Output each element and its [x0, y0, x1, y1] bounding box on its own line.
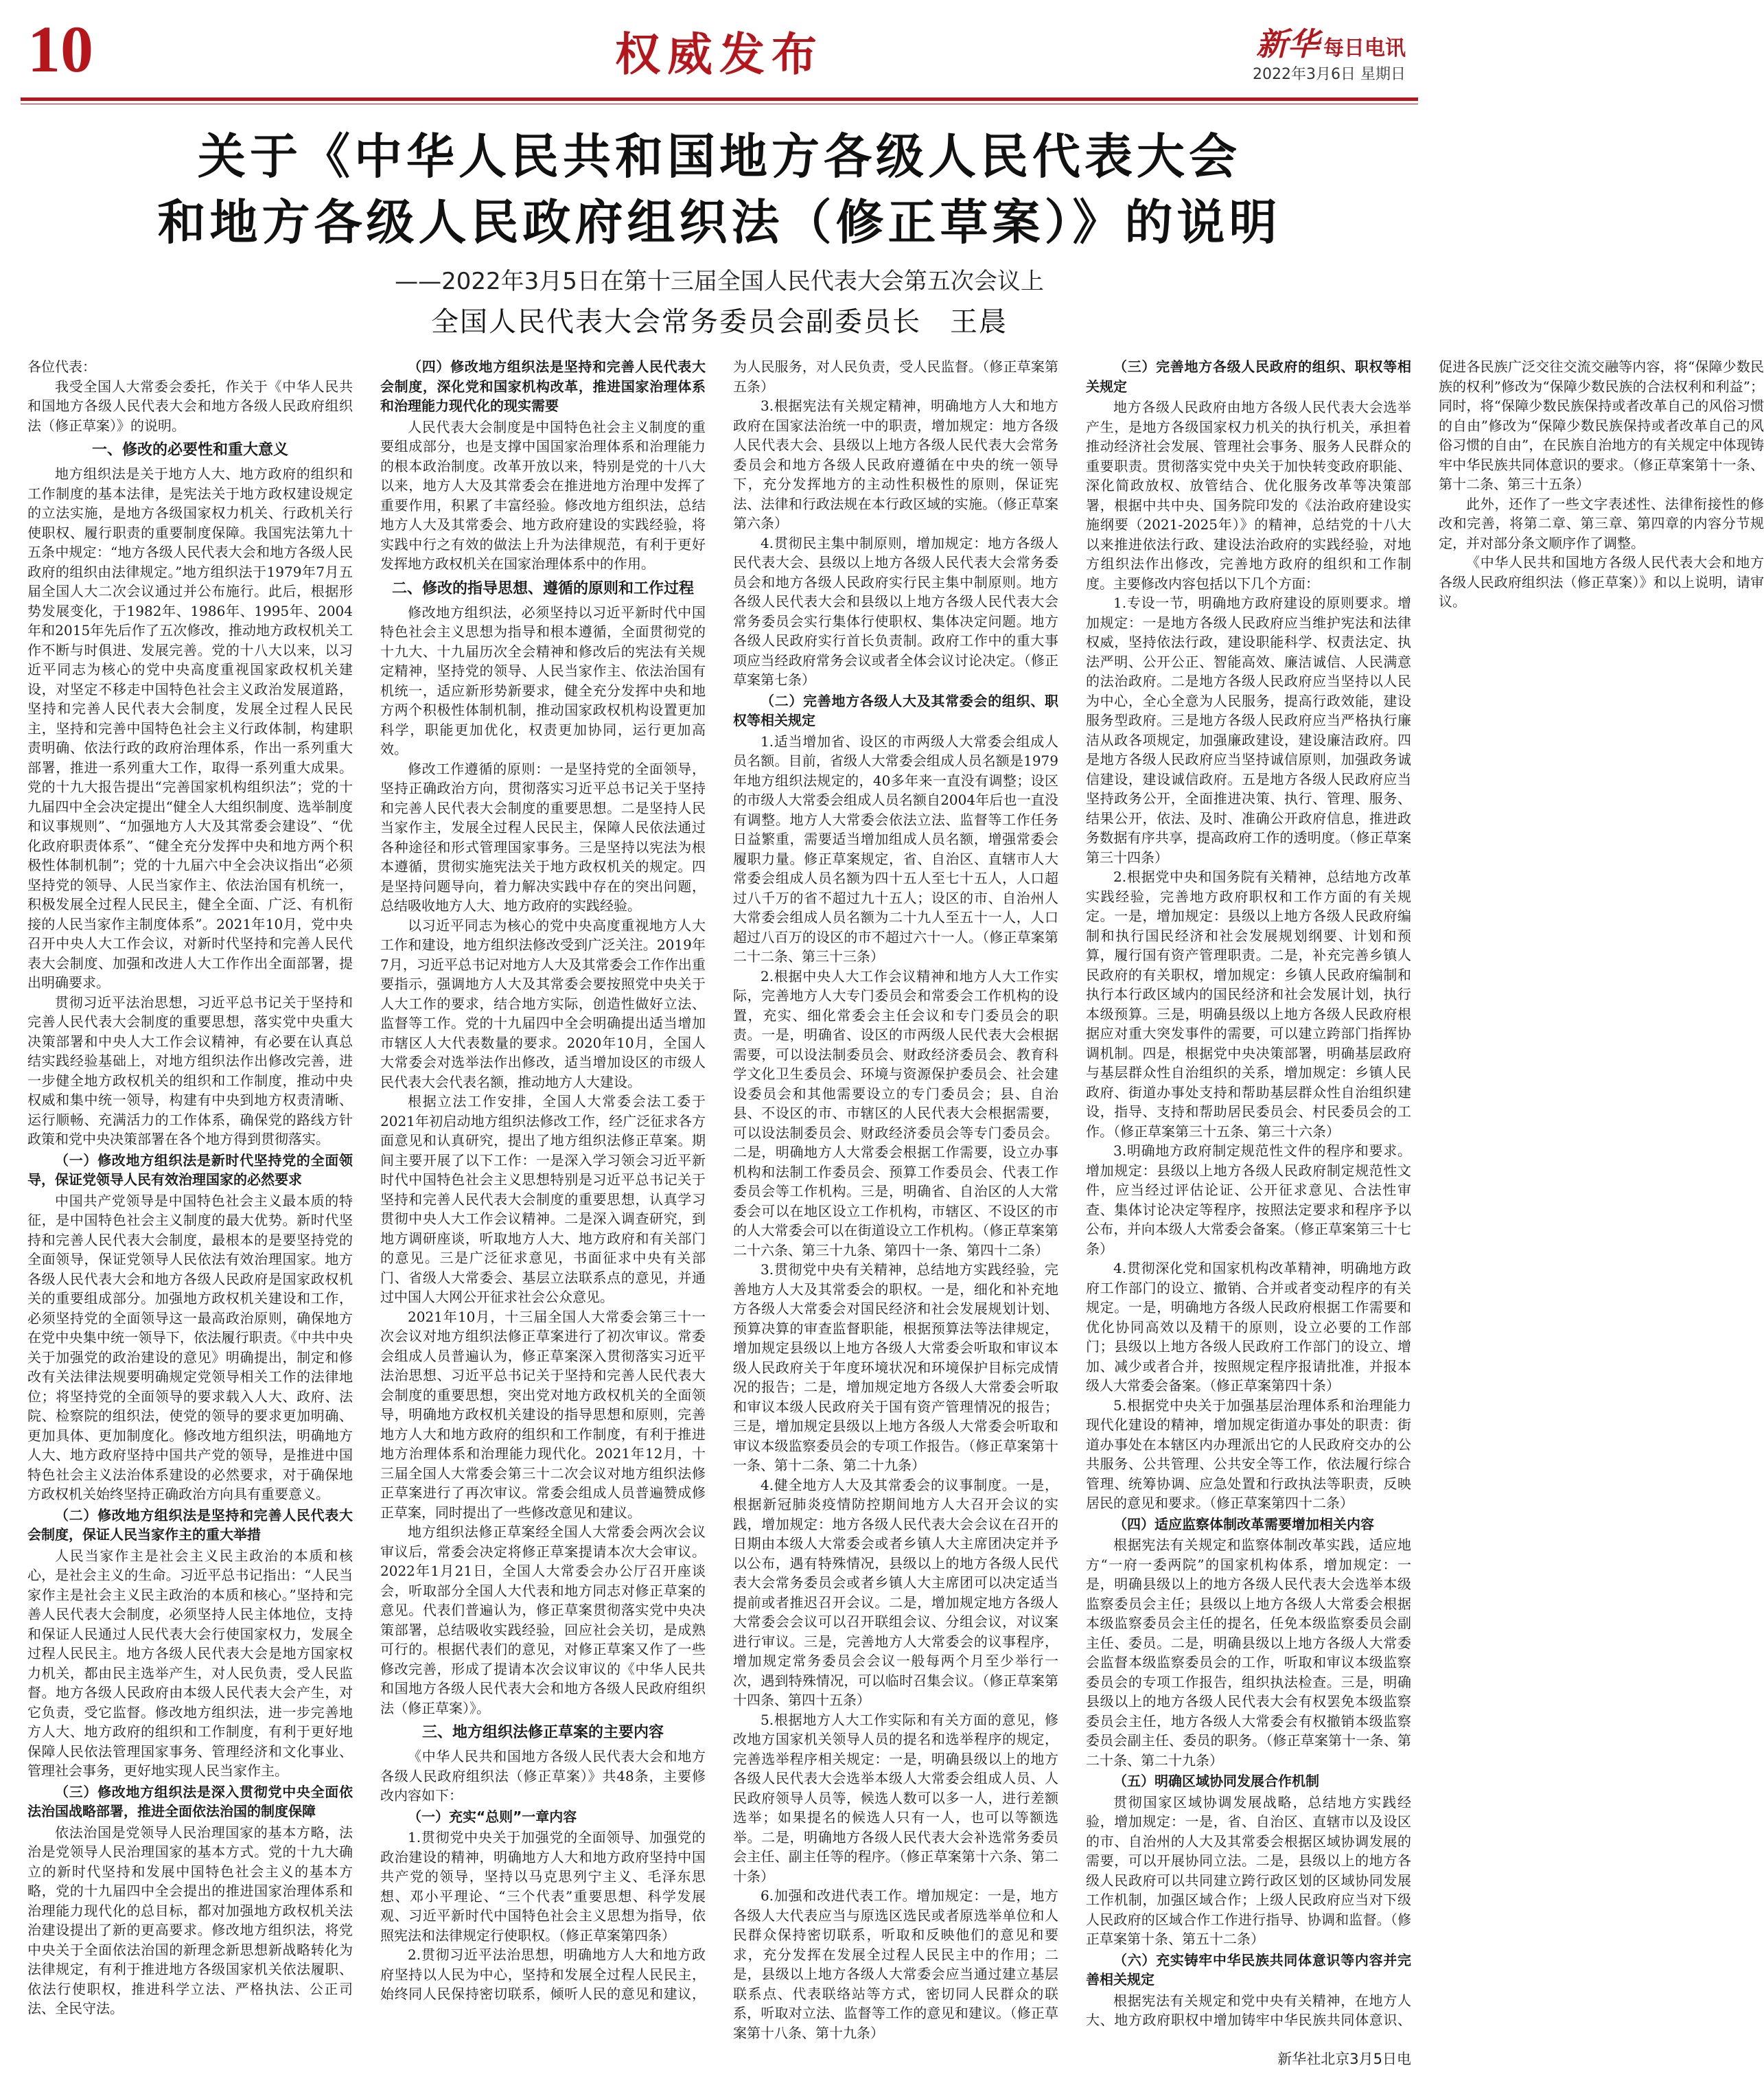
paragraph: 1.贯彻党中央关于加强党的全面领导、加强党的政治建设的精神，明确地方人大和地方政府坚持中国共产党的领导，坚持以马克思列宁主义、毛泽东思想、邓小平理论、“三个代表”重要思想、科学发展观、习近平新时代中国特色社会主义思想为指导，依照宪法和法律规定行使职权。（修正草案第四条）: [380, 1829, 706, 1944]
salutation: 各位代表：: [27, 358, 96, 375]
subheading-3-6: （六）充实铸牢中华民族共同体意识等内容并完善相关规定: [1086, 1951, 1411, 1988]
subheading-1-4: （四）修改地方组织法是坚持和完善人民代表大会制度，深化党和国家机构改革，推进国家治理体系和治理能力现代化的现实需要: [380, 358, 706, 414]
paragraph: 4.贯彻深化党和国家机构改革精神，明确地方政府工作部门的设立、撤销、合并或者变动程序的有关规定。一是，明确地方各级人民政府根据工作需要和优化协同高效以及精干的原则，设立必要的工作部门；县级以上地方各级人民政府工作部门的设立、增加、减少或者合并，按照规定程序报请批准，并报本级人大常委会备案。（修正草案第四十条）: [1086, 1260, 1411, 1394]
paragraph: 地方各级人民政府由地方各级人民代表大会选举产生，是地方各级国家权力机关的执行机关，承担着推动经济社会发展、管理社会事务、服务人民群众的重要职责。贯彻落实党中央关于加快转变政府职能、深化简政放权、放管结合、优化服务改革等决策部署，根据中共中央、国务院印发的《法治政府建设实施纲要（2021-2025年）》的精神，总结党的十八大以来推进依法行政、建设法治政府的实践经验，对地方组织法作出修改，完善地方政府的组织和工作制度。主要修改内容包括以下几个方面：: [1086, 399, 1411, 592]
subheading-3-3: （三）完善地方各级人民政府的组织、职权等相关规定: [1086, 358, 1411, 395]
paragraph: 人民代表大会制度是中国特色社会主义制度的重要组成部分，也是支撑中国国家治理体系和治理能力的根本政治制度。改革开放以来，特别是党的十八大以来，地方人大及其常委会在推进地方治理中发挥了重要作用，积累了丰富经验。修改地方组织法，总结地方人大及其常委会、地方政府建设的实践经验，将实践中行之有效的做法上升为法律规范，有利于更好发挥地方政权机关在国家治理体系中的作用。: [380, 418, 706, 572]
subheading-3-5: （五）明确区域协同发展合作机制: [1113, 1773, 1319, 1789]
paragraph: 2.根据中央人大工作会议精神和地方人大工作实际，完善地方人大专门委员会和常委会工作机构的设置，充实、细化常委会主任会议和专门委员会的职责。一是，明确省、设区的市两级人民代表大会根据需要，可以设法制委员会、财政经济委员会、教育科学文化卫生委员会、环境与资源保护委员会、社会建设委员会和其他需要设立的专门委员会；县、自治县、不设区的市、市辖区的人民代表大会根据需要，可以设法制委员会、财政经济委员会等专门委员会。二是，明确地方人大常委会根据工作需要，设立办事机构和法制工作委员会、预算工作委员会、代表工作委员会等工作机构。三是，明确省、自治区的人大常委会可以在地区设立工作机构，市辖区、不设区的市的人大常委会可以在街道设立工作机构。（修正草案第二十六条、第三十九条、第四十一条、第四十二条）: [733, 967, 1058, 1258]
paragraph: 4.健全地方人大及其常委会的议事制度。一是，根据新冠肺炎疫情防控期间地方人大召开会议的实践，增加规定：地方各级人民代表大会会议在召开的日期由本级人大常委会或者乡镇人大主席团决定并予以公布，遇有特殊情况，县级以上的地方各级人民代表大会常务委员会或者乡镇人大主席团可以决定适当提前或者推迟召开会议。二是，增加规定地方各级人大常委会会议可以召开联组会议、分组会议，对议案进行审议。三是，完善地方人大常委会的议事程序，增加规定常务委员会会议一般每两个月至少举行一次，遇到特殊情况，可以临时召集会议。（修正草案第十四条、第四十五条）: [733, 1476, 1058, 1708]
subheading-1-3: （三）修改地方组织法是深入贯彻党中央全面依法治国战略部署，推进全面依法治国的制度保障: [27, 1783, 353, 1819]
headline-subline: ——2022年3月5日在第十三届全国人民代表大会第五次会议上: [395, 268, 1044, 295]
subheading-3-2: （二）完善地方各级人大及其常委会的组织、职权等相关规定: [733, 692, 1058, 728]
article-body: [27, 357, 1764, 2043]
paragraph: 地方组织法修正草案经全国人大常委会两次会议审议后，常委会决定将修正草案提请本次大会审议。2022年1月21日，全国人大常委会办公厅召开座谈会，听取部分全国人大代表和地方同志对修正草案的意见。代表们普遍认为，修正草案贯彻落实党中央决策部署，总结吸收实践经验，回应社会关切，是成熟可行的。根据代表们的意见，对修正草案又作了一些修改完善，形成了提请本次会议审议的《中华人民共和国地方各级人民代表大会和地方各级人民政府组织法（修正草案）》。: [380, 1524, 706, 1716]
section-heading-3: 三、地方组织法修正草案的主要内容: [421, 1724, 664, 1741]
paragraph: 此外，还作了一些文字表述性、法律衔接性的修改和完善，将第二章、第三章、第四章的内容分节规定，并对部分条文顺序作了调整。: [1439, 495, 1764, 551]
edition-date: 2022年3月6日 星期日: [1253, 66, 1406, 83]
paragraph: 以习近平同志为核心的党中央高度重视地方人大工作和建设，地方组织法修改受到广泛关注。2019年7月，习近平总书记对地方人大及其常委会工作作出重要指示，强调地方人大及其常委会要按照党中央关于人大工作的要求，结合地方实际，创造性做好立法、监督等工作。党的十九届四中全会明确提出适当增加市辖区人大代表数量的要求。2020年10月，全国人大常委会对选举法作出修改，适当增加设区的市级人民代表大会代表名额，推动地方人大建设。: [380, 917, 706, 1090]
headline: [0, 124, 1439, 255]
subheading-1-1: （一）修改地方组织法是新时代坚持党的全面领导，保证党领导人民有效治理国家的必然要求: [27, 1151, 353, 1188]
paragraph: 修改工作遵循的原则：一是坚持党的全面领导，坚持正确政治方向，贯彻落实习近平总书记关于坚持和完善人民代表大会制度的重要思想。二是坚持人民当家作主，发展全过程人民民主，保障人民依法通过各种途径和形式管理国家事务。三是坚持以宪法为根本遵循，贯彻实施宪法关于地方政权机关的规定。四是坚持问题导向，着力解决实践中存在的突出问题，总结吸收地方人大、地方政府的实践经验。: [380, 760, 706, 914]
paragraph: 3.贯彻党中央有关精神，总结地方实践经验，完善地方人大及其常委会的职权。一是，细化和补充地方各级人大常委会对国民经济和社会发展规划计划、预算决算的审查监督职能，根据预算法等法律规定，增加规定县级以上地方各级人大常委会听取和审议本级人民政府关于年度环境状况和环境保护目标完成情况的报告；二是，增加规定地方各级人大常委会听取和审议本级人民政府关于国有资产管理情况的报告；三是，增加规定县级以上地方各级人大常委会听取和审议本级监察委员会的专项工作报告。（修正草案第十一条、第十二条、第二十九条）: [733, 1261, 1058, 1473]
paragraph: 依法治国是党领导人民治理国家的基本方略，法治是党领导人民治理国家的基本方式。党的十九大确立的新时代坚持和发展中国特色社会主义的基本方略，党的十九届四中全会提出的推进国家治理体系和治理能力现代化的总目标，都对加强地方政权机关法治建设提出了新的更高要求。修改地方组织法，将党中央关于全面依法治国的新理念新思想新战略转化为法律规定，有利于推进地方各级国家机关依法履职、依法行使职权，推进科学立法、严格执法、公正司法、全民守法。: [27, 1824, 353, 2016]
paragraph: 6.加强和改进代表工作。增加规定：一是，地方各级人大代表应当与原选区选民或者原选举单位和人民群众保持密切联系，听取和反映他们的意见和要求，充分发挥在发展全过程人民民主中的作用；二是，县级以上地方各级人大常委会应当通过建立基层联系点、代表联络站等方式，密切同人民群众的联系，听取对立法、监督等工作的意见和建议。（修正草案第十八条、第十九条）: [733, 1887, 1058, 2041]
paragraph: 贯彻国家区域协调发展战略，总结地方实践经验，增加规定：一是，省、自治区、直辖市以及设区的市、自治州的人大及其常委会根据区域协调发展的需要，可以开展协同立法。二是，县级以上的地方各级人民政府可以共同建立跨行政区划的区域协同发展工作机制，加强区域合作；上级人民政府应当对下级人民政府的区域合作工作进行指导、协调和监督。（修正草案第十条、第五十二条）: [1086, 1793, 1411, 1947]
paragraph: 2.贯彻习近平法治思想，明确地方人大和地方政府坚持以人民为中心，坚持和发展全过程人民民主，始终同人民保持密切联系，倾听人民的意见和建议，为人民服务，对人民负责，受人民监督。（修正草案第五条）: [380, 358, 1058, 2002]
paragraph: 2.根据党中央和国务院有关精神，总结地方改革实践经验，完善地方政府职权和工作方面的有关规定。一是，增加规定：县级以上地方各级人民政府编制和执行国民经济和社会发展规划纲要、计划和预算，履行国有资产管理职责。二是，补充完善乡镇人民政府的有关职权，增加规定：乡镇人民政府编制和执行本行政区域内的国民经济和社会发展计划，执行本级预算。三是，明确县级以上地方各级人民政府根据应对重大突发事件的需要，可以建立跨部门指挥协调机制。四是，根据党中央决策部署，明确基层政府与基层群众性自治组织的关系，增加规定：乡镇人民政府、街道办事处支持和帮助基层群众性自治组织建设，指导、支持和帮助居民委员会、村民委员会的工作。（修正草案第三十五条、第三十六条）: [1086, 869, 1411, 1140]
paragraph: 根据宪法有关规定和党中央有关精神，在地方人大、地方政府职权中增加铸牢中华民族共同体意识、促进各民族广泛交往交流交融等内容，将“保障少数民族的权利”修改为“保障少数民族的合法权利和利益”；同时，将“保障少数民族保持或者改革自己的风俗习惯的自由”修改为“保障少数民族保持或者改革自己的风俗习惯的自由”，在民族自治地方的有关规定中体现铸牢中华民族共同体意识的要求。（修正草案第十一条、第十二条、第三十五条）: [1086, 358, 1764, 2028]
section-title: 权威发布: [615, 28, 824, 81]
paragraph: 贯彻习近平法治思想，习近平总书记关于坚持和完善人民代表大会制度的重要思想，落实党中央重大决策部署和中央人大工作会议精神，有必要在认真总结实践经验基础上，对地方组织法作出修改完善，进一步健全地方政权机关的组织和工作制度，推动中央权威和集中统一领导，构建有中央到地方权责清晰、运行顺畅、充满活力的工作体系，确保党的路线方针政策和党中央决策部署在各个地方得到贯彻落实。: [27, 993, 353, 1147]
section-heading-1: 一、修改的必要性和重大意义: [91, 441, 288, 459]
section-heading-2: 二、修改的指导思想、遵循的原则和工作过程: [391, 579, 694, 597]
paragraph: 5.根据地方人大工作实际和有关方面的意见，修改地方国家机关领导人员的提名和选举程序的规定，完善选举程序相关规定：一是，明确县级以上的地方各级人民代表大会选举本级人大常委会组成人员、人民政府领导人员等，候选人数可以多一人，进行差额选举；如果提名的候选人只有一人，也可以等额选举。二是，明确地方各级人民代表大会补选常务委员会主任、副主任等的程序。（修正草案第十六条、第二十条）: [733, 1711, 1058, 1885]
paragraph: 修改地方组织法，必须坚持以习近平新时代中国特色社会主义思想为指导和根本遵循，全面贯彻党的十九大、十九届历次全会精神和修改后的宪法有关规定精神，坚持党的领导、人民当家作主、依法治国有机统一，适应新形势新要求，健全充分发挥中央和地方两个积极性体制机制，推动国家政权机构设置更加科学，职能更加优化，权责更加协同，运行更加高效。: [380, 603, 706, 757]
news-agency-credit: 新华社北京3月5日电: [1277, 2051, 1411, 2067]
paragraph: 4.贯彻民主集中制原则，增加规定：地方各级人民代表大会、县级以上地方各级人民代表大会常务委员会和地方各级人民政府实行民主集中制原则。地方各级人民代表大会和县级以上地方各级人民代表大会常务委员会实行集体行使职权、集体决定问题。地方各级人民政府实行首长负责制。政府工作中的重大事项应当经政府常务会议或者全体会议讨论决定。（修正草案第七条）: [733, 534, 1058, 688]
newspaper-brand: [1117, 25, 1406, 85]
paragraph: 人民当家作主是社会主义民主政治的本质和核心，是社会主义的生命。习近平总书记指出：“人民当家作主是社会主义民主政治的本质和核心。”坚持和完善人民代表大会制度，必须坚持人民主体地位，支持和保证人民通过人民代表大会行使国家权力，发展全过程人民民主。地方各级人民代表大会是地方国家权力机关，都由民主选举产生，对人民负责，受人民监督。地方各级人民政府由本级人民代表大会产生，对它负责，受它监督。修改地方组织法，进一步完善地方人大、地方政府的组织和工作制度，有利于更好地保障人民依法管理国家事务、管理经济和文化事业、管理社会事务，更好地实现人民当家作主。: [27, 1547, 353, 1779]
headline-line-1: 关于《中华人民共和国地方各级人民代表大会: [198, 128, 1241, 185]
subheading-1-2: （二）修改地方组织法是坚持和完善人民代表大会制度，保证人民当家作主的重大举措: [27, 1506, 353, 1543]
paragraph: 1.专设一节，明确地方政府建设的原则要求。增加规定：一是地方各级人民政府应当维护宪法和法律权威，坚持依法行政，建设职能科学、权责法定、执法严明、公开公正、智能高效、廉洁诚信、人民满意的法治政府。二是地方各级人民政府应当坚持以人民为中心，全心全意为人民服务，提高行政效能，建设服务型政府。三是地方各级人民政府应当严格执行廉洁从政各项规定，加强廉政建设，建设廉洁政府。四是地方各级人民政府应当坚持诚信原则，加强政务诚信建设，建设诚信政府。五是地方各级人民政府应当坚持政务公开，全面推进决策、执行、管理、服务、结果公开，依法、及时、准确公开政府信息，推进政务数据有序共享，提高政府工作的透明度。（修正草案第三十四条）: [1086, 595, 1411, 866]
byline: 全国人民代表大会常务委员会副委员长 王晨: [431, 306, 1008, 338]
paragraph: 地方组织法是关于地方人大、地方政府的组织和工作制度的基本法律，是宪法关于地方政权建设规定的立法实施，是地方各级国家权力机关、行政机关行使职权、履行职责的重要制度保障。我国宪法第九十五条中规定：“地方各级人民代表大会和地方各级人民政府的组织由法律规定。”地方组织法于1979年7月五届全国人大二次会议通过并公布施行。此后，根据形势发展变化，于1982年、1986年、1995年、2004年和2015年先后作了五次修改，推动地方政权机关工作不断与时俱进、发展完善。党的十八大以来，以习近平同志为核心的党中央高度重视国家政权机关建设，对坚定不移走中国特色社会主义政治发展道路，坚持和完善人民代表大会制度，发展全过程人民民主，坚持和完善中国特色社会主义行政体制，构建职责明确、依法行政的政府治理体系，作出一系列重大部署，推进一系列重大工作，取得一系列重大成果。党的十九大报告提出“完善国家机构组织法”；党的十九届四中全会决定提出“健全人大组织制度、选举制度和议事规则”、“加强地方人大及其常委会建设”、“优化政府职责体系”、“健全充分发挥中央和地方两个积极性体制机制”；党的十九届六中全会决议指出“必须坚持党的领导、人民当家作主、依法治国有机统一，积极发展全过程人民民主，健全全面、广泛、有机衔接的人民当家作主制度体系”。2021年10月，党中央召开中央人大工作会议，对新时代坚持和完善人民代表大会制度、加强和改进人大工作作出全面部署，提出明确要求。: [27, 465, 353, 991]
paragraph: 根据立法工作安排，全国人大常委会法工委于2021年初启动地方组织法修改工作，经广泛征求各方面意见和认真研究，提出了地方组织法修正草案。期间主要开展了以下工作：一是深入学习领会习近平新时代中国特色社会主义思想特别是习近平总书记关于坚持和完善人民代表大会制度的重要思想，认真学习贯彻中央人大工作会议精神。二是深入调查研究，到地方调研座谈，听取地方人大、地方政府和有关部门的意见。三是广泛征求意见，书面征求中央有关部门、省级人大常委会、基层立法联系点的意见，并通过中国人大网公开征求社会公众意见。: [380, 1093, 706, 1305]
paragraph: 根据宪法有关规定和监察体制改革实践，适应地方“一府一委两院”的国家机构体系，增加规定：一是，明确县级以上的地方各级人民代表大会选举本级监察委员会主任；县级以上地方各级人大常委会根据本级监察委员会主任的提名，任免本级监察委员会副主任、委员。二是，明确县级以上地方各级人大常委会监督本级监察委员会的工作，听取和审议本级监察委员会的专项工作报告，组织执法检查。三是，明确县级以上的地方各级人民代表大会有权罢免本级监察委员会主任，地方各级人大常委会有权撤销本级监察委员会副主任、委员的职务。（修正草案第十一条、第二十条、第二十九条）: [1086, 1537, 1411, 1769]
brand-logo: 新华: [1256, 25, 1319, 62]
brand-subtitle: 每日电讯: [1323, 36, 1406, 60]
masthead-rule-thick: [21, 97, 1418, 101]
paragraph: 3.明确地方政府制定规范性文件的程序和要求。增加规定：县级以上地方各级人民政府制定规范性文件，应当经过评估论证、公开征求意见、合法性审查、集体讨论决定等程序，按照法定要求和程序予以公布，并向本级人大常委会备案。（修正草案第三十七条）: [1086, 1142, 1411, 1257]
paragraph: 1.适当增加省、设区的市两级人大常委会组成人员名额。目前，省级人大常委会组成人员名额是1979年地方组织法规定的，40多年来一直没有调整；设区的市级人大常委会组成人员名额自2004年后也一直没有调整。地方人大常委会依法立法、监督等工作任务日益繁重，需要适当增加组成人员名额，增强常委会履职力量。修正草案规定，省、自治区、直辖市人大常委会组成人员名额为四十五人至七十五人，人口超过八千万的省不超过九十五人；设区的市、自治州人大常委会组成人员名额为二十九人至五十一人，人口超过八百万的设区的市不超过六十一人。（修正草案第二十二条、第三十三条）: [733, 733, 1058, 965]
paragraph: 3.根据宪法有关规定精神，明确地方人大和地方政府在国家法治统一中的职责，增加规定：地方各级人民代表大会、县级以上地方各级人民代表大会常务委员会和地方各级人民政府遵循在中央的统一领导下，充分发挥地方的主动性积极性的原则，保证宪法、法律和行政法规在本行政区域的实施。（修正草案第六条）: [733, 398, 1058, 531]
subheading-3-1: （一）充实“总则”一章内容: [408, 1808, 577, 1825]
masthead: [0, 0, 1439, 103]
paragraph: 我受全国人大常委会委托，作关于《中华人民共和国地方各级人民代表大会和地方各级人民政府组织法（修正草案）》的说明。: [27, 378, 353, 434]
paragraph: 《中华人民共和国地方各级人民代表大会和地方各级人民政府组织法（修正草案）》和以上说明，请审议。: [1439, 554, 1764, 610]
paragraph: 2021年10月，十三届全国人大常委会第三十一次会议对地方组织法修正草案进行了初次审议。常委会组成人员普遍认为，修正草案深入贯彻落实习近平法治思想、习近平总书记关于坚持和完善人民代表大会制度的重要思想，突出党对地方政权机关的全面领导，明确地方政权机关建设的指导思想和原则，完善地方人大和地方政府的组织和工作制度，有利于推进地方治理体系和治理能力现代化。2021年12月，十三届全国人大常委会第三十二次会议对地方组织法修正草案进行了再次审议。常委会组成人员普遍赞成修正草案，同时提出了一些修改意见和建议。: [380, 1308, 706, 1521]
headline-line-2: 和地方各级人民政府组织法（修正草案）》的说明: [157, 194, 1281, 251]
paragraph: 5.根据党中央关于加强基层治理体系和治理能力现代化建设的精神，增加规定街道办事处的职责：街道办事处在本辖区内办理派出它的人民政府交办的公共服务、公共管理、公共安全等工作，依法履行综合管理、统筹协调、应急处置和行政执法等职责，反映居民的意见和要求。（修正草案第四十二条）: [1086, 1396, 1411, 1511]
paragraph: 《中华人民共和国地方各级人民代表大会和地方各级人民政府组织法（修正草案）》共48条，主要修改内容如下：: [380, 1748, 706, 1804]
page-number: 10: [27, 12, 93, 86]
subheading-3-4: （四）适应监察体制改革需要增加相关内容: [1113, 1515, 1374, 1532]
paragraph: 中国共产党领导是中国特色社会主义最本质的特征，是中国特色社会主义制度的最大优势。新时代坚持和完善人民代表大会制度，最根本的是要坚持党的全面领导，保证党领导人民依法有效治理国家。地方各级人民代表大会和地方各级人民政府是国家政权机关的重要组成部分。加强地方政权机关建设和工作，必须坚持党的全面领导这一最高政治原则，确保地方在党中央集中统一领导下，依法履行职责。《中共中央关于加强党的政治建设的意见》明确提出，制定和修改有关法律法规要明确规定党领导相关工作的法律地位；将坚持党的全面领导的要求载入人大、政府、法院、检察院的组织法，使党的领导的要求更加明确、更加具体、更加制度化。修改地方组织法，明确地方人大、地方政府坚持中国共产党的领导，是推进中国特色社会主义法治体系建设的必然要求，对于确保地方政权机关始终坚持正确政治方向具有重要意义。: [27, 1192, 353, 1502]
